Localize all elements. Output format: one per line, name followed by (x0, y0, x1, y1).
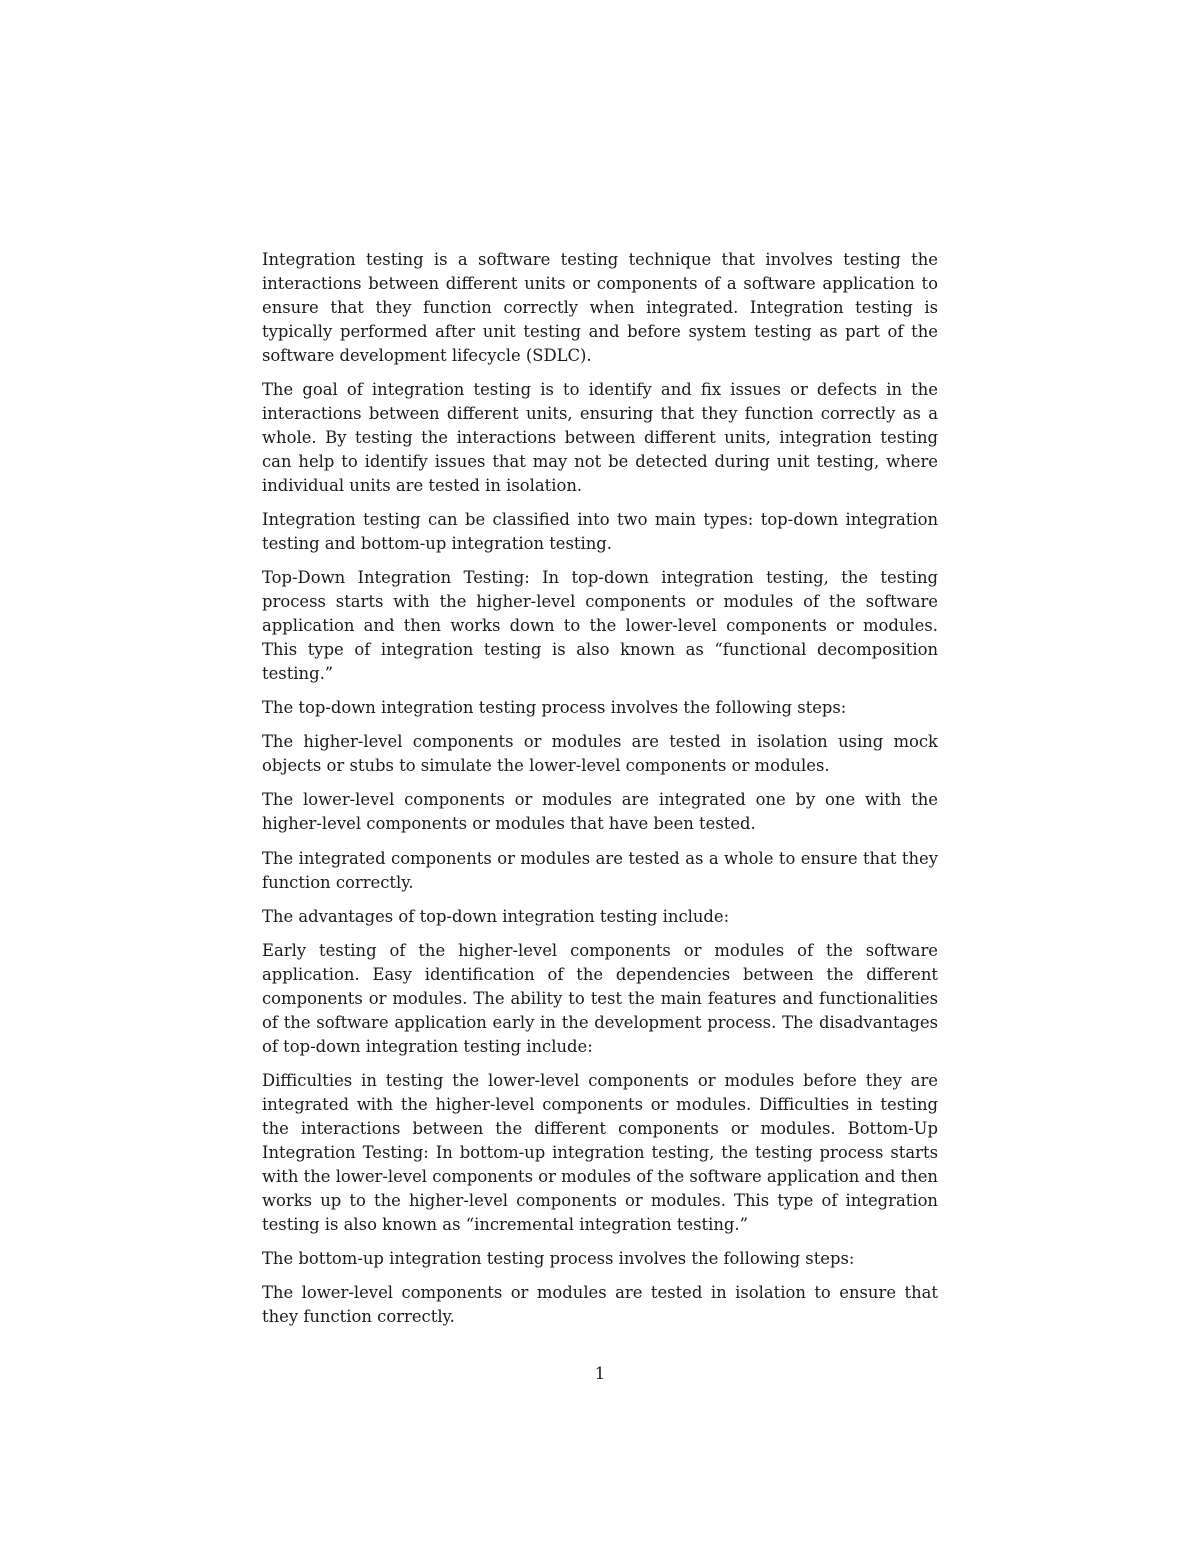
paragraph-top-down-step-2: The lower-level components or modules are integrated one by one with the higher-level components or modules that have been tested. (262, 790, 938, 834)
paragraph-bottom-up-steps-intro: The bottom-up integration testing process involves the following steps: (262, 1248, 855, 1268)
paragraph-bottom-up-step-1: The lower-level components or modules are tested in isolation to ensure that they function correctly. (262, 1283, 938, 1327)
body-text (262, 248, 938, 1339)
page-number: 1 (594, 1364, 606, 1383)
paragraph-goal: The goal of integration testing is to identify and fix issues or defects in the interactions between different units, ensuring that they function correctly as a whole. By testing the interactions between different units, integration testing can help to identify issues that may not be detected during unit testing, where individual units are tested in isolation. (262, 379, 938, 495)
paragraph-types: Integration testing can be classified into two main types: top-down integration testing and bottom-up integration testing. (262, 509, 938, 553)
paragraph-top-down-steps-intro: The top-down integration testing process involves the following steps: (262, 697, 847, 717)
paragraph-advantages-intro: The advantages of top-down integration testing include: (262, 906, 730, 926)
paragraph-top-down: Top-Down Integration Testing: In top-down integration testing, the testing process starts with the higher-level components or modules of the software application and then works down to the lower-level components or modules. This type of integration testing is also known as “functional decomposition testing.” (262, 568, 938, 683)
paragraph-top-down-step-3: The integrated components or modules are tested as a whole to ensure that they function correctly. (262, 848, 938, 892)
paragraph-top-down-step-1: The higher-level components or modules are tested in isolation using mock objects or stubs to simulate the lower-level components or modules. (262, 732, 938, 776)
paragraph-disadvantages-bottom-up: Difficulties in testing the lower-level components or modules before they are integrated with the higher-level components or modules. Difficulties in testing the interactions between the different components or modules. Bottom-Up Integration Testing: In bottom-up integration testing, the testing process starts with the lower-level components or modules of the software application and then works up to the higher-level components or modules. This type of integration testing is also known as “incremental integration testing.” (262, 1071, 938, 1234)
paragraph-advantages: Early testing of the higher-level components or modules of the software application. Easy identification of the dependencies between the different components or modules. The ability to test the main features and functionalities of the software application early in the development process. The disadvantages of top-down integration testing include: (262, 941, 938, 1056)
paragraph-intro: Integration testing is a software testing technique that involves testing the interactions between different units or components of a software application to ensure that they function correctly when integrated. Integration testing is typically performed after unit testing and before system testing as part of the software development lifecycle (SDLC). (262, 250, 938, 365)
